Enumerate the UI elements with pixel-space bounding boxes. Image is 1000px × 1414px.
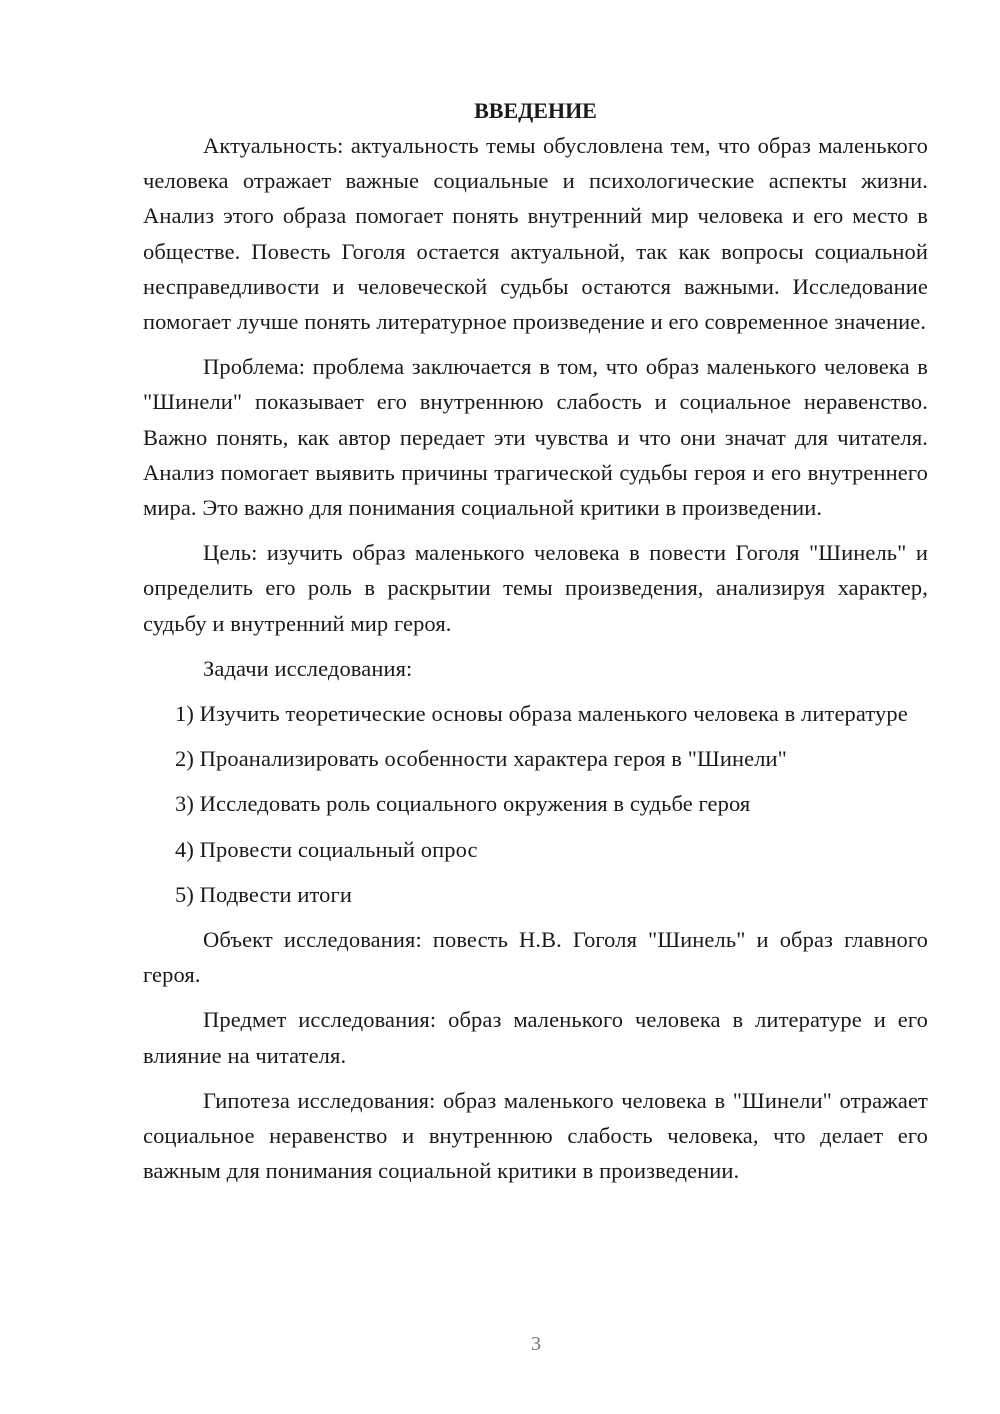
task-item-5: 5) Подвести итоги [175, 881, 352, 907]
tasks-heading: Задачи исследования: [203, 655, 413, 681]
paragraph-subject: Предмет исследования: образ маленького человека в литературе и его влияние на читателя. [143, 1007, 928, 1068]
paragraph-relevance: Актуальность: актуальность темы обусловлена тем, что образ маленького человека отражает важные социальные и психологические аспекты жизни. Анализ этого образа помогает понять внутренний мир человека и его место в обществе. Повесть Гоголя остается актуальной, так как вопросы социальной несправедливости и человеческой судьбы остаются важными. Исследование помогает лучше понять литературное произведение и его современное значение. [143, 133, 928, 335]
paragraph-object: Объект исследования: повесть Н.В. Гоголя "Шинель" и образ главного героя. [143, 927, 928, 988]
task-item-4: 4) Провести социальный опрос [175, 836, 478, 862]
page-content [143, 93, 928, 1188]
paragraph-goal: Цель: изучить образ маленького человека в повести Гоголя "Шинель" и определить его роль в раскрытии темы произведения, анализируя характер, судьбу и внутренний мир героя. [143, 540, 928, 636]
paragraph-hypothesis: Гипотеза исследования: образ маленького человека в "Шинели" отражает социальное неравенство и внутреннюю слабость человека, что делает его важным для понимания социальной критики в произведении. [143, 1087, 928, 1184]
task-item-1: 1) Изучить теоретические основы образа маленького человека в литературе [175, 701, 908, 727]
task-item-2: 2) Проанализировать особенности характера героя в "Шинели" [175, 746, 787, 772]
task-item-3: 3) Исследовать роль социального окружения в судьбе героя [175, 791, 751, 817]
page-number: 3 [531, 1333, 541, 1355]
paragraph-problem: Проблема: проблема заключается в том, что образ маленького человека в "Шинели" показывает его внутреннюю слабость и социальное неравенство. Важно понять, как автор передает эти чувства и что они значат для читателя. Анализ помогает выявить причины трагической судьбы героя и его внутреннего мира. Это важно для понимания социальной критики в произведении. [143, 354, 928, 521]
section-title: ВВЕДЕНИЕ [474, 98, 597, 123]
